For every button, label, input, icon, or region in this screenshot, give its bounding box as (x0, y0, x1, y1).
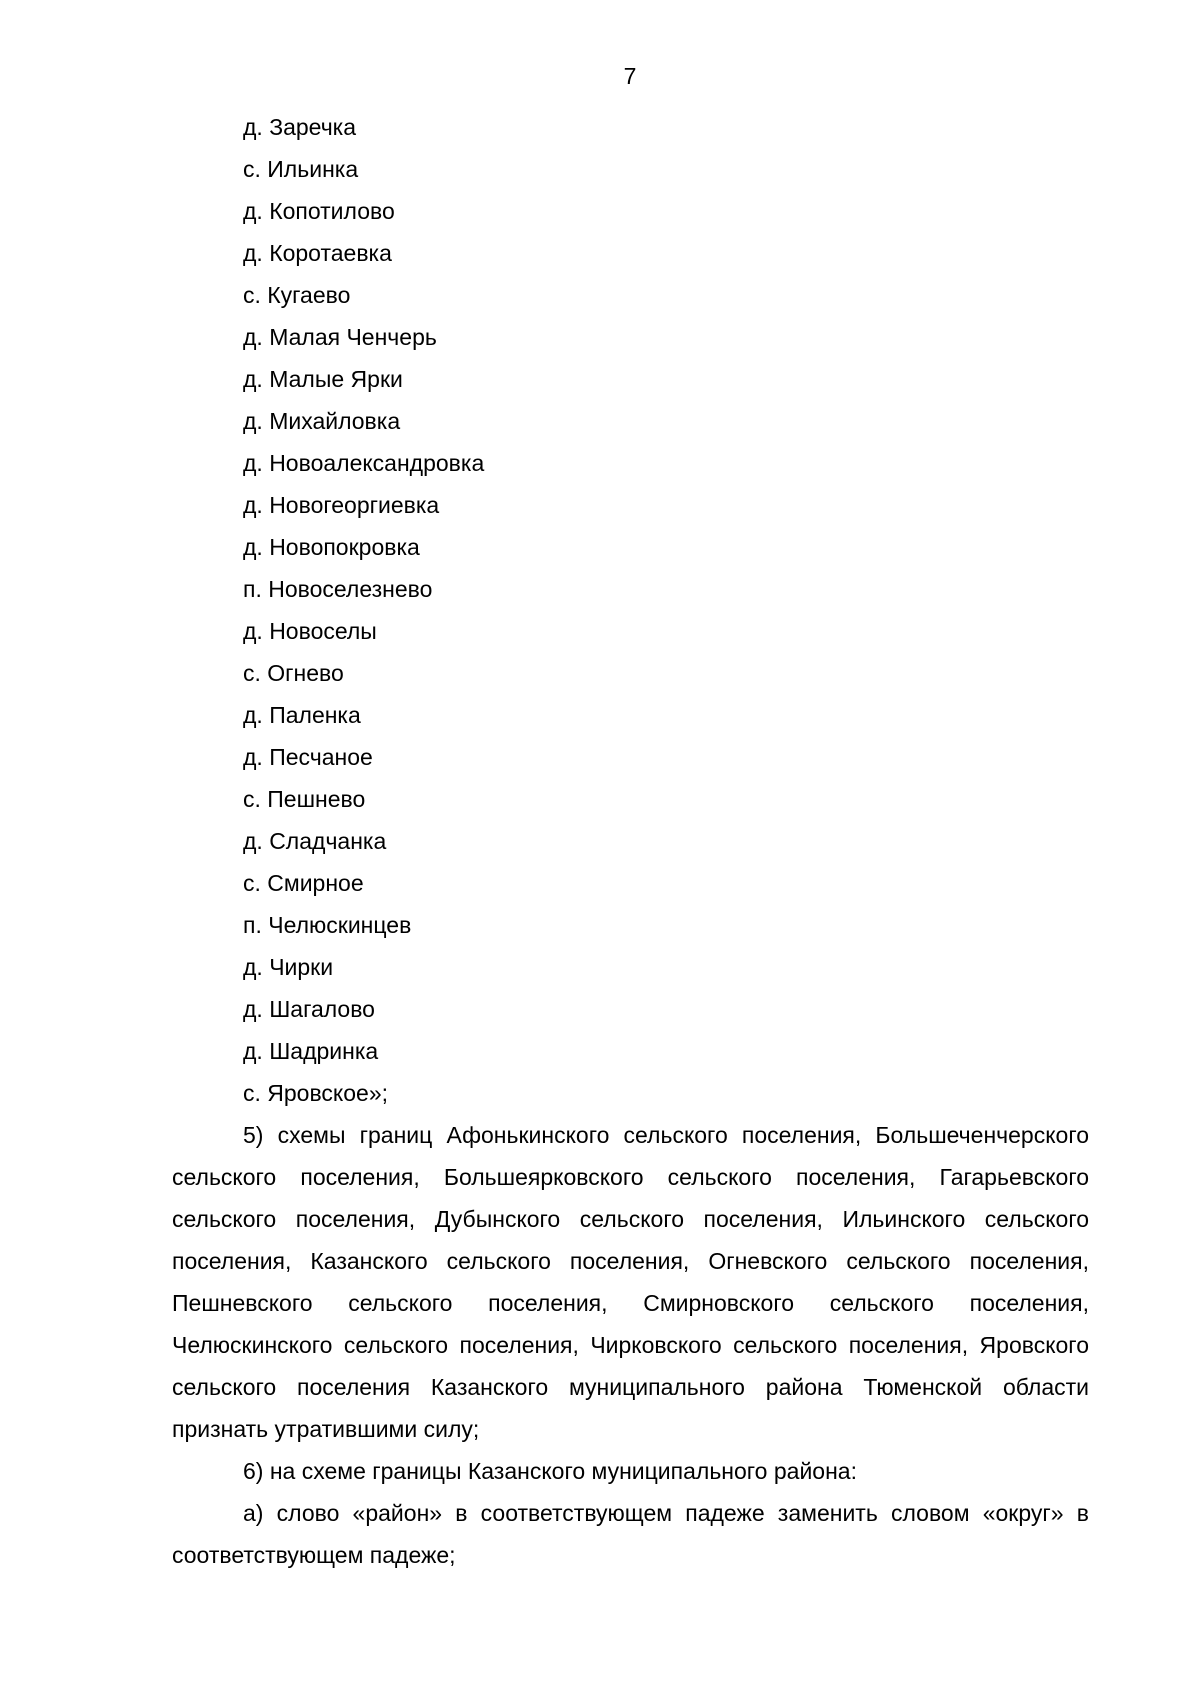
list-item: д. Заречка (243, 114, 357, 140)
list-item: п. Челюскинцев (243, 912, 412, 938)
page-number: 7 (623, 63, 637, 89)
list-item: д. Новогеоргиевка (243, 492, 440, 518)
list-item: д. Новопокровка (243, 534, 420, 560)
list-item: д. Копотилово (243, 198, 395, 224)
paragraph-subitem-a: а) слово «район» в соответствующем падеже заменить словом «округ» в соответствующем падеже; (172, 1500, 1089, 1568)
settlement-list (243, 106, 484, 1114)
list-item: д. Новоалександровка (243, 450, 485, 476)
list-item: д. Коротаевка (243, 240, 392, 266)
paragraph-item-5: 5) схемы границ Афонькинского сельского поселения, Большеченчерского сельского поселения, Большеярковского сельского поселения, Гагарьевского сельского поселения, Дубынского сельского поселения, Ильинского сельского поселения, Казанского сельского поселения, Огневского сельского поселения, Пешневского сельского поселения, Смирновского сельского поселения, Челюскинского сельского поселения, Чирковского сельского поселения, Яровского сельского поселения Казанского муниципального района Тюменской области признать утратившими силу; (172, 1122, 1089, 1442)
list-item: д. Песчаное (243, 744, 373, 770)
list-item: д. Малая Ченчерь (243, 324, 437, 350)
list-item: д. Малые Ярки (243, 366, 403, 392)
list-item: д. Новоселы (243, 618, 377, 644)
list-item: с. Яровское»; (243, 1080, 389, 1106)
list-item: п. Новоселезнево (243, 576, 433, 602)
list-item: д. Шагалово (243, 996, 375, 1022)
list-item: с. Кугаево (243, 282, 351, 308)
paragraph-item-6: 6) на схеме границы Казанского муниципального района: (243, 1458, 857, 1484)
list-item: с. Смирное (243, 870, 364, 896)
list-item: д. Сладчанка (243, 828, 387, 854)
list-item: д. Чирки (243, 954, 334, 980)
list-item: д. Михайловка (243, 408, 401, 434)
list-item: с. Ильинка (243, 156, 359, 182)
list-item: с. Пешнево (243, 786, 366, 812)
list-item: д. Шадринка (243, 1038, 379, 1064)
list-item: д. Паленка (243, 702, 361, 728)
body-text (172, 1114, 1089, 1576)
list-item: с. Огнево (243, 660, 344, 686)
